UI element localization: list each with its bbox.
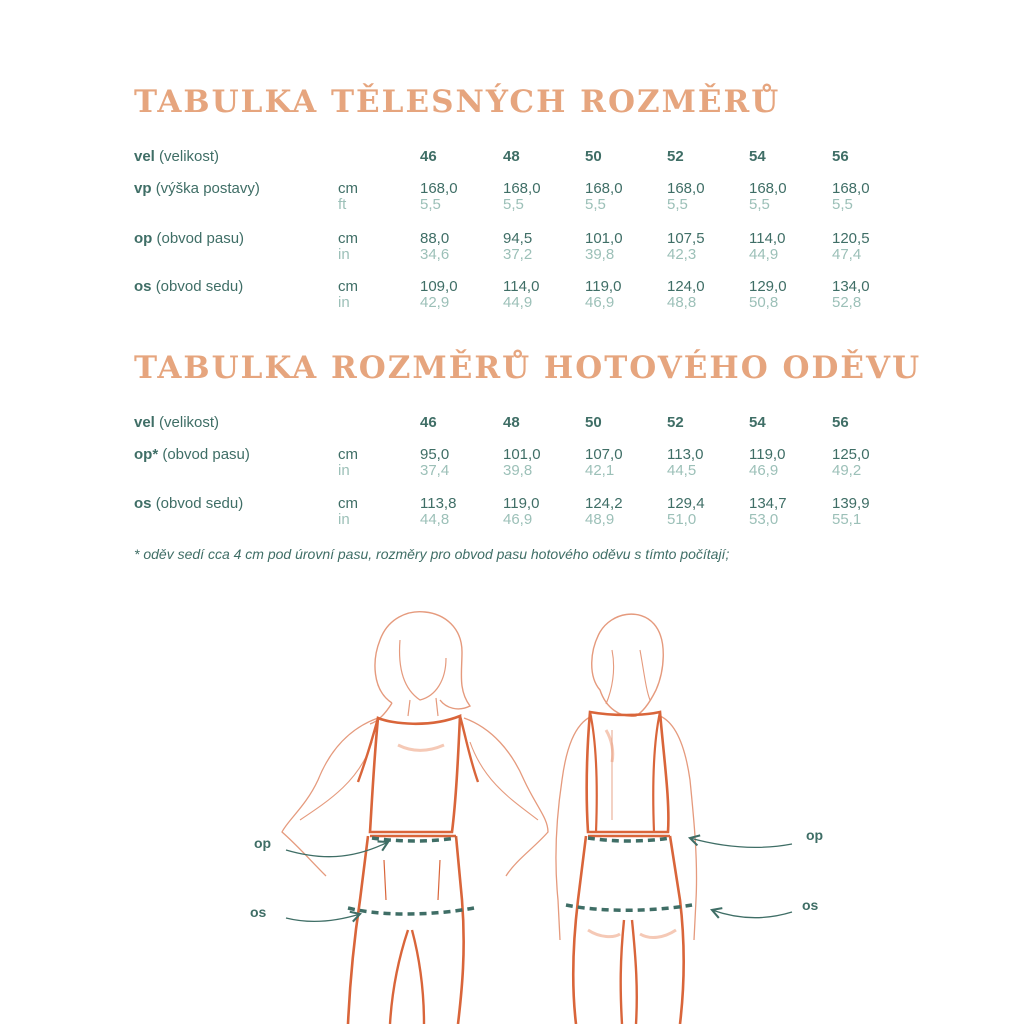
value-primary: 168,0 bbox=[420, 180, 458, 197]
unit-secondary: ft bbox=[338, 196, 347, 213]
row-abbr: op* bbox=[134, 446, 159, 463]
row-label bbox=[134, 279, 243, 295]
front-waist-label: op bbox=[254, 835, 272, 851]
value-primary: 125,0 bbox=[832, 446, 870, 463]
value-secondary: 46,9 bbox=[503, 511, 533, 528]
unit-secondary: in bbox=[338, 462, 350, 479]
value-secondary: 39,8 bbox=[503, 462, 533, 479]
garment-measurements-title: TABULKA ROZMĚRŮ HOTOVÉHO ODĚVU bbox=[134, 350, 922, 386]
value-secondary: 52,8 bbox=[832, 294, 862, 311]
value-secondary: 44,9 bbox=[749, 246, 779, 263]
row-name: (obvod pasu) bbox=[162, 446, 250, 463]
size-header: 52 bbox=[667, 148, 684, 165]
size-abbr: vel bbox=[134, 414, 155, 431]
size-header: 48 bbox=[503, 414, 520, 431]
value-secondary: 44,5 bbox=[667, 462, 697, 479]
size-header: 56 bbox=[832, 148, 849, 165]
value-primary: 113,0 bbox=[667, 446, 704, 463]
size-header: 50 bbox=[585, 148, 602, 165]
value-primary: 101,0 bbox=[585, 230, 623, 247]
value-primary: 113,8 bbox=[420, 495, 457, 512]
value-secondary: 42,1 bbox=[585, 462, 615, 479]
value-primary: 119,0 bbox=[749, 446, 786, 463]
value-secondary: 5,5 bbox=[749, 196, 770, 213]
size-full: (velikost) bbox=[159, 148, 220, 165]
value-secondary: 42,3 bbox=[667, 246, 697, 263]
row-label bbox=[134, 181, 260, 197]
value-secondary: 5,5 bbox=[667, 196, 688, 213]
row-abbr: os bbox=[134, 495, 152, 512]
value-primary: 120,5 bbox=[832, 230, 870, 247]
size-header: 52 bbox=[667, 414, 684, 431]
value-primary: 107,5 bbox=[667, 230, 705, 247]
row-label bbox=[134, 447, 250, 463]
value-secondary: 51,0 bbox=[667, 511, 697, 528]
size-row-label bbox=[134, 415, 219, 431]
front-hip-label: os bbox=[250, 904, 267, 920]
value-primary: 101,0 bbox=[503, 446, 541, 463]
value-primary: 124,0 bbox=[667, 278, 705, 295]
unit-primary: cm bbox=[338, 495, 358, 512]
value-secondary: 46,9 bbox=[585, 294, 615, 311]
value-primary: 129,0 bbox=[749, 278, 787, 295]
size-header: 54 bbox=[749, 414, 766, 431]
value-secondary: 48,8 bbox=[667, 294, 697, 311]
value-secondary: 44,9 bbox=[503, 294, 533, 311]
back-waist-label: op bbox=[806, 827, 824, 843]
value-secondary: 5,5 bbox=[585, 196, 606, 213]
size-header: 54 bbox=[749, 148, 766, 165]
size-full: (velikost) bbox=[159, 414, 220, 431]
size-header: 46 bbox=[420, 414, 437, 431]
value-secondary: 53,0 bbox=[749, 511, 779, 528]
value-primary: 168,0 bbox=[832, 180, 870, 197]
size-header: 48 bbox=[503, 148, 520, 165]
value-primary: 109,0 bbox=[420, 278, 458, 295]
row-abbr: vp bbox=[134, 180, 152, 197]
value-primary: 168,0 bbox=[749, 180, 787, 197]
value-secondary: 5,5 bbox=[420, 196, 441, 213]
value-secondary: 48,9 bbox=[585, 511, 615, 528]
value-secondary: 44,8 bbox=[420, 511, 450, 528]
size-header: 56 bbox=[832, 414, 849, 431]
value-primary: 95,0 bbox=[420, 446, 450, 463]
footnote: * oděv sedí cca 4 cm pod úrovní pasu, rozměry pro obvod pasu hotového oděvu s tímto počítají; bbox=[134, 546, 730, 562]
row-label bbox=[134, 496, 243, 512]
value-secondary: 42,9 bbox=[420, 294, 450, 311]
row-name: (obvod sedu) bbox=[155, 495, 244, 512]
value-secondary: 39,8 bbox=[585, 246, 615, 263]
value-primary: 114,0 bbox=[749, 230, 786, 247]
value-primary: 119,0 bbox=[503, 495, 540, 512]
value-primary: 94,5 bbox=[503, 230, 533, 247]
value-primary: 124,2 bbox=[585, 495, 623, 512]
size-header: 50 bbox=[585, 414, 602, 431]
value-secondary: 5,5 bbox=[832, 196, 853, 213]
body-measurements-title: TABULKA TĚLESNÝCH ROZMĚRŮ bbox=[134, 84, 781, 120]
value-secondary: 37,4 bbox=[420, 462, 450, 479]
value-primary: 168,0 bbox=[667, 180, 705, 197]
row-name: (obvod sedu) bbox=[155, 278, 244, 295]
value-primary: 119,0 bbox=[585, 278, 622, 295]
value-secondary: 49,2 bbox=[832, 462, 862, 479]
back-hip-label: os bbox=[802, 897, 819, 913]
value-primary: 88,0 bbox=[420, 230, 450, 247]
value-primary: 107,0 bbox=[585, 446, 623, 463]
value-primary: 168,0 bbox=[585, 180, 623, 197]
measurement-figure bbox=[0, 590, 1024, 1024]
value-secondary: 37,2 bbox=[503, 246, 533, 263]
value-secondary: 5,5 bbox=[503, 196, 524, 213]
value-primary: 134,0 bbox=[832, 278, 870, 295]
unit-secondary: in bbox=[338, 511, 350, 528]
value-secondary: 46,9 bbox=[749, 462, 779, 479]
unit-primary: cm bbox=[338, 230, 358, 247]
value-primary: 129,4 bbox=[667, 495, 705, 512]
value-secondary: 34,6 bbox=[420, 246, 450, 263]
size-row-label bbox=[134, 149, 219, 165]
size-header: 46 bbox=[420, 148, 437, 165]
value-secondary: 47,4 bbox=[832, 246, 862, 263]
back-figure bbox=[556, 614, 823, 1024]
value-primary: 168,0 bbox=[503, 180, 541, 197]
row-abbr: op bbox=[134, 230, 153, 247]
row-abbr: os bbox=[134, 278, 152, 295]
unit-primary: cm bbox=[338, 446, 358, 463]
value-primary: 139,9 bbox=[832, 495, 870, 512]
unit-secondary: in bbox=[338, 294, 350, 311]
unit-secondary: in bbox=[338, 246, 350, 263]
row-name: (obvod pasu) bbox=[156, 230, 245, 247]
row-label bbox=[134, 231, 244, 247]
front-figure bbox=[250, 612, 548, 1024]
unit-primary: cm bbox=[338, 278, 358, 295]
unit-primary: cm bbox=[338, 180, 358, 197]
value-primary: 134,7 bbox=[749, 495, 787, 512]
size-abbr: vel bbox=[134, 148, 155, 165]
value-primary: 114,0 bbox=[503, 278, 540, 295]
row-name: (výška postavy) bbox=[155, 180, 260, 197]
value-secondary: 55,1 bbox=[832, 511, 862, 528]
value-secondary: 50,8 bbox=[749, 294, 779, 311]
